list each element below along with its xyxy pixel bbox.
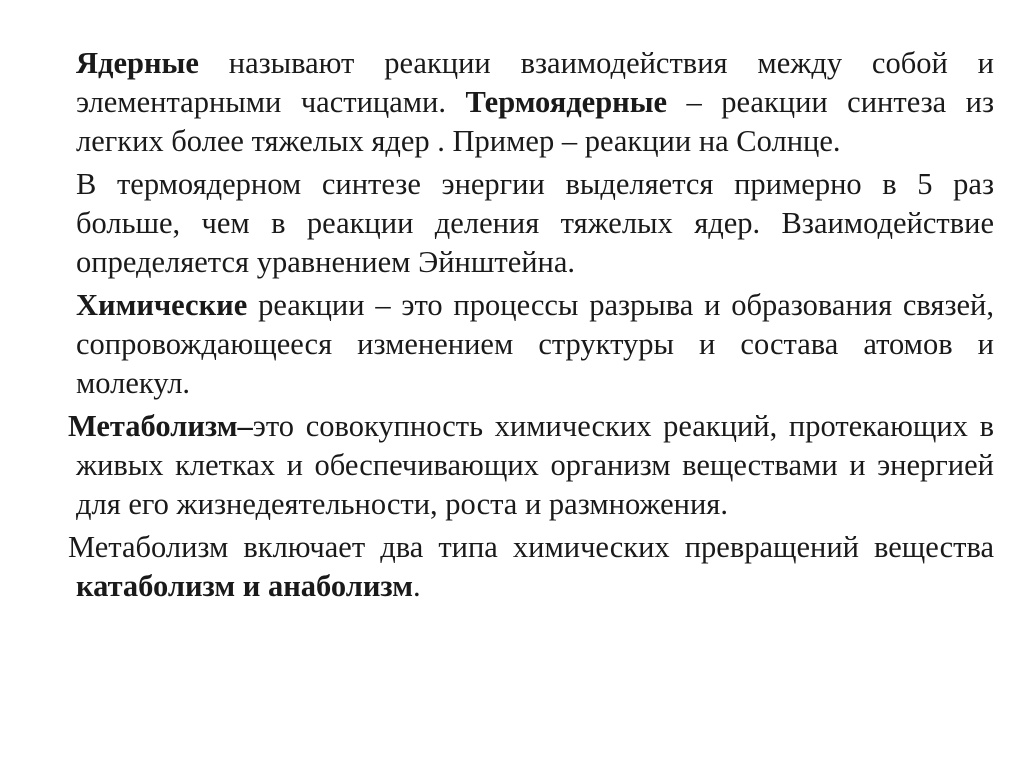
slide-text-block bbox=[68, 44, 995, 606]
text-metabolism-definition: это совокупность химических реакций, протекающих в живых клетках и обеспечивающих организм веществами и энергией для его жизнедеятельности, роста и размножения. bbox=[76, 409, 994, 521]
text-period: . bbox=[413, 569, 421, 603]
term-chemical: Химические bbox=[76, 288, 248, 322]
paragraph-fusion-energy bbox=[76, 165, 994, 282]
term-metabolism: Метаболизм– bbox=[68, 409, 253, 443]
text-thermonuclear-definition: – реакции синтеза из легких более тяжелых ядер . Пример – реакции на Солнце. bbox=[76, 85, 995, 158]
text-chemical-definition: реакции – это процессы разрыва и образования связей, сопровождающееся изменением структуры и состава атомов и молекул. bbox=[76, 288, 994, 400]
paragraph-metabolism-types bbox=[68, 528, 994, 606]
text-metabolism-types: Метаболизм включает два типа химических превращений вещества bbox=[68, 530, 994, 564]
term-nuclear: Ядерные bbox=[76, 46, 199, 80]
paragraph-nuclear-reactions bbox=[76, 44, 994, 161]
term-thermonuclear: Термоядерные bbox=[465, 85, 668, 119]
text-nuclear-definition: называют реакции взаимодействия между собой и элементарными частицами. bbox=[76, 46, 994, 119]
text-fusion-energy: В термоядерном синтезе энергии выделяется примерно в 5 раз больше, чем в реакции деления тяжелых ядер. Взаимодействие определяется уравнением Эйнштейна. bbox=[76, 167, 994, 279]
paragraph-chemical-reactions bbox=[76, 286, 994, 403]
term-catabolism-anabolism: катаболизм и анаболизм bbox=[76, 569, 414, 603]
paragraph-metabolism-definition bbox=[68, 407, 994, 524]
